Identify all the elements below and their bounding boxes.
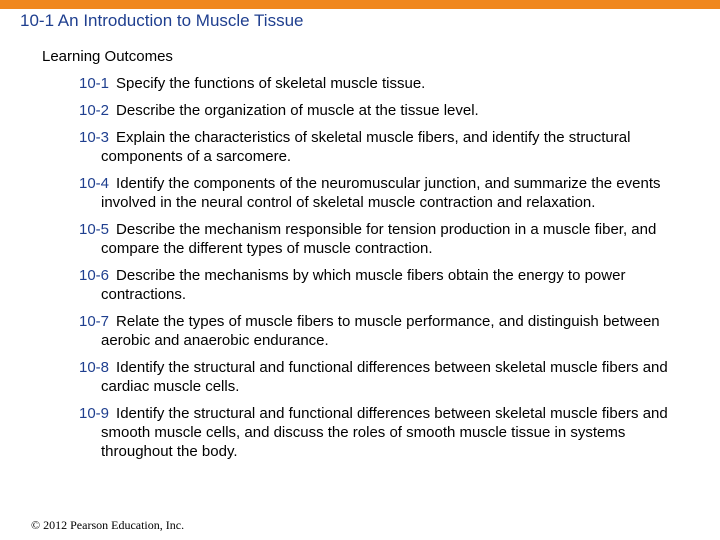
- outcome-item: [79, 101, 699, 120]
- outcome-text: Describe the organization of muscle at the tissue level.: [116, 102, 479, 119]
- outcome-number: 10-6: [79, 267, 110, 284]
- outcome-item: [79, 128, 699, 166]
- outcome-number: 10-3: [79, 129, 110, 146]
- outcome-number: 10-8: [79, 359, 110, 376]
- outcome-text: Relate the types of muscle fibers to muscle performance, and distinguish between aerobic and anaerobic endurance.: [101, 313, 660, 349]
- outcome-number: 10-9: [79, 405, 110, 422]
- outcome-text: Describe the mechanism responsible for tension production in a muscle fiber, and compare the different types of muscle contraction.: [101, 221, 657, 257]
- outcome-number: 10-2: [79, 102, 110, 119]
- outcome-text: Describe the mechanisms by which muscle fibers obtain the energy to power contractions.: [101, 267, 626, 303]
- outcome-item: [79, 74, 699, 93]
- learning-outcomes-list: [79, 74, 699, 469]
- outcome-number: 10-5: [79, 221, 110, 238]
- outcome-item: [79, 266, 699, 304]
- outcome-item: [79, 404, 699, 461]
- outcome-item: [79, 312, 699, 350]
- top-accent-bar: [0, 0, 720, 9]
- outcome-text: Identify the components of the neuromuscular junction, and summarize the events involved in the neural control of skeletal muscle contraction and relaxation.: [101, 175, 661, 211]
- outcome-text: Identify the structural and functional differences between skeletal muscle fibers and smooth muscle cells, and discuss the roles of smooth muscle tissue in systems throughout the body.: [101, 405, 668, 460]
- outcome-number: 10-4: [79, 175, 110, 192]
- copyright-notice: © 2012 Pearson Education, Inc.: [31, 518, 185, 532]
- outcome-item: [79, 220, 699, 258]
- slide-title: 10-1 An Introduction to Muscle Tissue: [20, 11, 304, 30]
- outcome-text: Identify the structural and functional differences between skeletal muscle fibers and cardiac muscle cells.: [101, 359, 668, 395]
- learning-outcomes-heading: Learning Outcomes: [42, 48, 173, 65]
- outcome-item: [79, 174, 699, 212]
- outcome-number: 10-1: [79, 75, 110, 92]
- outcome-item: [79, 358, 699, 396]
- outcome-text: Specify the functions of skeletal muscle tissue.: [116, 75, 426, 92]
- outcome-text: Explain the characteristics of skeletal muscle fibers, and identify the structural components of a sarcomere.: [101, 129, 631, 165]
- outcome-number: 10-7: [79, 313, 110, 330]
